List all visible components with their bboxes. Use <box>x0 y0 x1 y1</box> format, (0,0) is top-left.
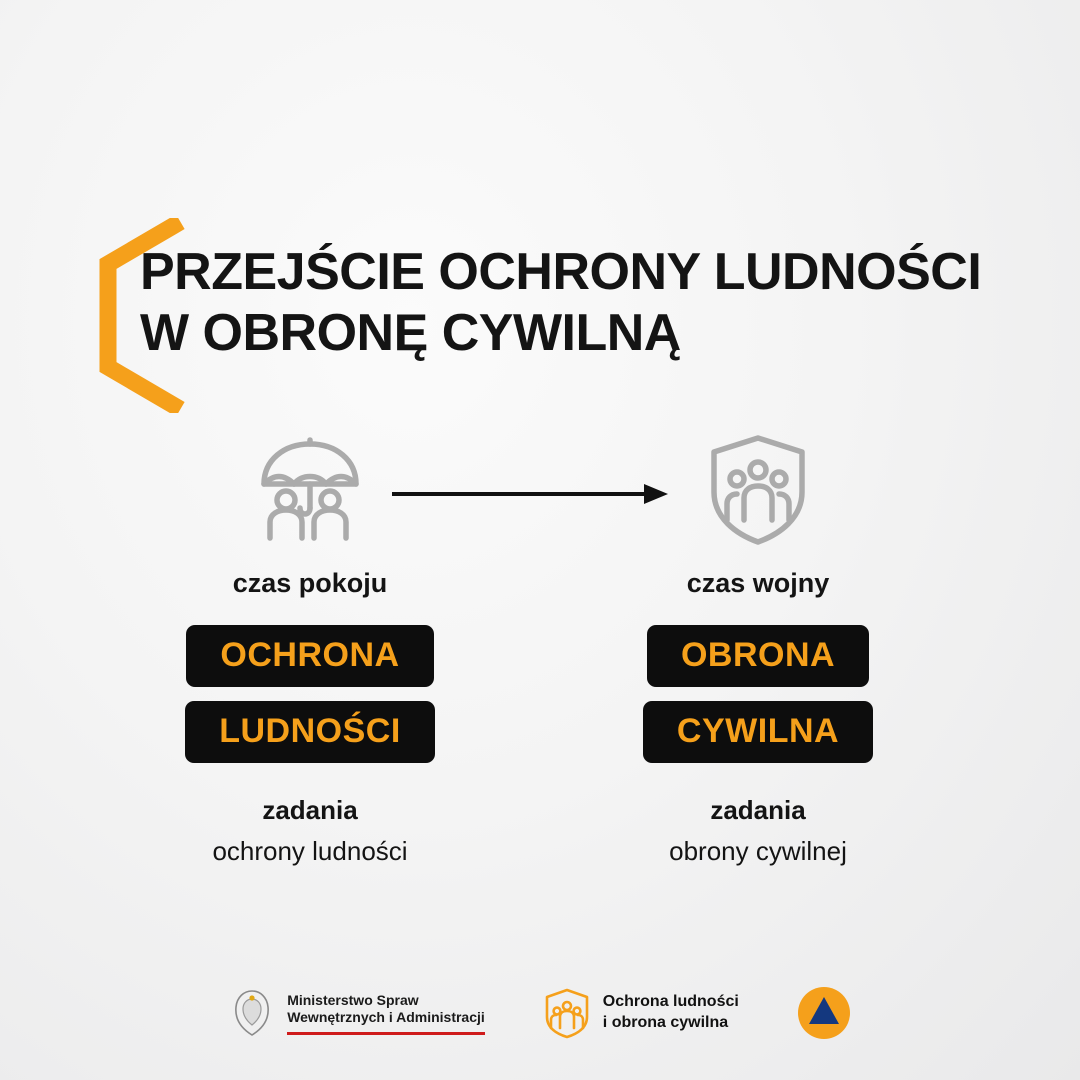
olioc-line-1: Ochrona ludności <box>602 993 739 1011</box>
column-peacetime <box>100 430 520 867</box>
tasks-sub-peacetime: ochrony ludności <box>212 836 408 866</box>
phase-label-wartime: czas wojny <box>686 568 830 598</box>
population-protection-label <box>603 992 739 1034</box>
footer-logos <box>0 970 1080 1056</box>
tasks-wartime <box>548 795 968 867</box>
page-title-line-2: W OBRONĘ CYWILNĄ <box>140 304 681 363</box>
column-wartime <box>548 430 968 867</box>
page-title <box>140 242 1040 365</box>
civil-defence-triangle-icon <box>797 986 851 1040</box>
mswia-line-2: Wewnętrznych i Administracji <box>287 1009 485 1025</box>
population-protection-logo <box>543 987 739 1039</box>
tag-group-wartime <box>548 625 968 763</box>
title-block <box>78 218 1038 418</box>
umbrella-people-icon-box <box>100 430 520 550</box>
tasks-peacetime <box>100 795 520 867</box>
tag-ochrona: OCHRONA <box>186 625 433 687</box>
tasks-title-peacetime: zadania <box>262 795 358 825</box>
tag-ludnosci: LUDNOŚCI <box>185 701 435 763</box>
mswia-label <box>287 992 485 1035</box>
mswia-line-1: Ministerstwo Spraw <box>287 991 419 1008</box>
transition-columns <box>0 430 1080 900</box>
tasks-sub-wartime: obrony cywilnej <box>669 836 847 866</box>
tag-cywilna: CYWILNA <box>643 701 873 763</box>
tag-group-peacetime <box>100 625 520 763</box>
phase-label-peacetime: czas pokoju <box>232 568 388 598</box>
page-title-line-1: PRZEJŚCIE OCHRONY LUDNOŚCI <box>140 243 982 301</box>
civil-defence-badge <box>797 986 851 1040</box>
mswia-logo <box>229 987 485 1039</box>
olioc-line-2: i obrona cywilna <box>602 1014 729 1031</box>
shield-people-icon <box>706 432 810 548</box>
tag-obrona: OBRONA <box>647 625 869 687</box>
population-protection-icon <box>543 987 591 1039</box>
umbrella-people-icon <box>250 434 370 546</box>
polish-eagle-emblem-icon <box>229 987 275 1039</box>
shield-people-icon-box <box>548 430 968 550</box>
tasks-title-wartime: zadania <box>710 795 806 825</box>
